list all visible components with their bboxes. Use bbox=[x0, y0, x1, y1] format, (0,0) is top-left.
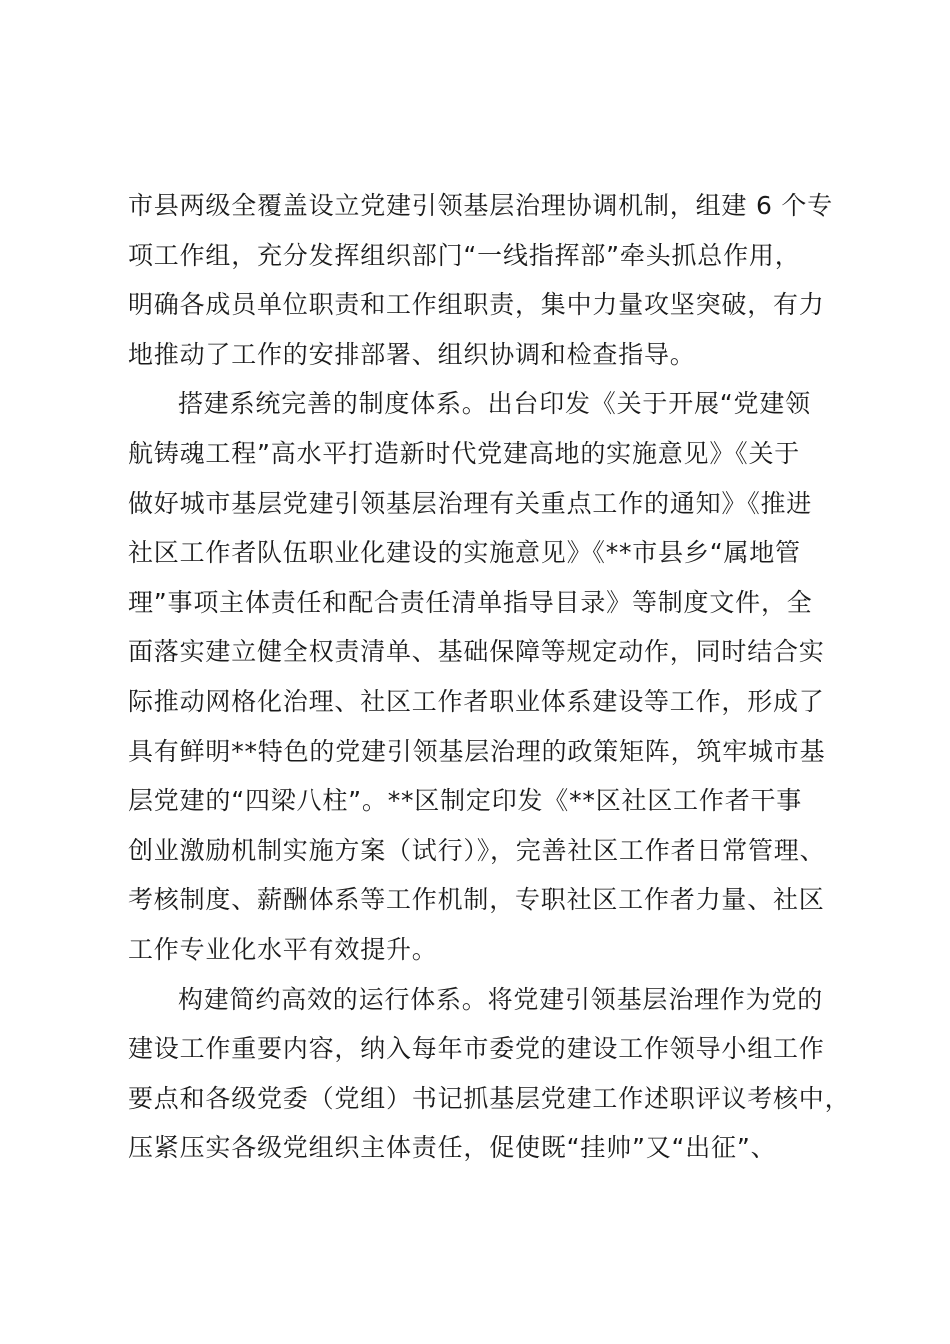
body-text-line: 面落实建立健全权责清单、基础保障等规定动作，同时结合实 bbox=[128, 637, 825, 667]
body-text-line: 具有鲜明**特色的党建引领基层治理的政策矩阵，筑牢城市基 bbox=[128, 736, 826, 766]
body-text-line: 层党建的“四梁八柱”。**区制定印发《**区社区工作者干事 bbox=[128, 786, 803, 816]
body-text-line: 压紧压实各级党组织主体责任，促使既“挂帅”又“出征”、 bbox=[128, 1133, 777, 1163]
paragraph-first-line: 构建简约高效的运行体系。将党建引领基层治理作为党的 bbox=[178, 984, 824, 1014]
body-text-line: 际推动网格化治理、社区工作者职业体系建设等工作，形成了 bbox=[128, 686, 825, 716]
body-text-line: 理”事项主体责任和配合责任清单指导目录》等制度文件，全 bbox=[128, 587, 813, 617]
body-text-line: 建设工作重要内容，纳入每年市委党的建设工作领导小组工作 bbox=[128, 1034, 825, 1064]
body-text-line: 做好城市基层党建引领基层治理有关重点工作的通知》《推进 bbox=[128, 488, 813, 518]
body-text-line: 地推动了工作的安排部署、组织协调和检查指导。 bbox=[128, 339, 696, 369]
body-text-line: 要点和各级党委（党组）书记抓基层党建工作述职评议考核中， bbox=[128, 1083, 851, 1113]
body-text-line: 航铸魂工程”高水平打造新时代党建高地的实施意见》《关于 bbox=[128, 438, 801, 468]
body-text-line: 项工作组，充分发挥组织部门“一线指挥部”牵头抓总作用， bbox=[128, 240, 801, 270]
document-body bbox=[128, 181, 851, 1173]
body-text-line: 社区工作者队伍职业化建设的实施意见》《**市县乡“属地管 bbox=[128, 538, 801, 568]
body-text-line: 市县两级全覆盖设立党建引领基层治理协调机制，组建 6 个专 bbox=[128, 191, 834, 220]
body-text-line: 考核制度、薪酬体系等工作机制，专职社区工作者力量、社区 bbox=[128, 885, 825, 915]
body-text-line: 工作专业化水平有效提升。 bbox=[128, 934, 438, 964]
body-text-line: 明确各成员单位职责和工作组职责，集中力量攻坚突破，有力 bbox=[128, 290, 825, 320]
paragraph-first-line: 搭建系统完善的制度体系。出台印发《关于开展“党建领 bbox=[178, 389, 811, 419]
body-text-line: 创业激励机制实施方案（试行）》，完善社区工作者日常管理、 bbox=[128, 835, 826, 865]
